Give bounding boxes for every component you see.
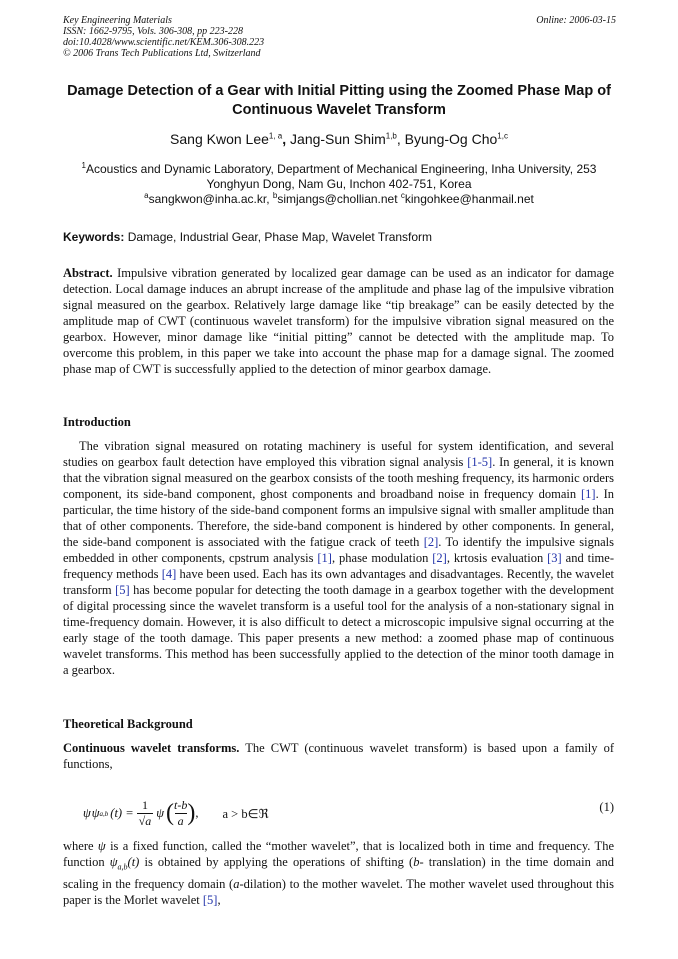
theory-paragraph bbox=[63, 740, 614, 772]
ref-link[interactable]: [4] bbox=[161, 567, 177, 581]
equation-1: ψ ψ a,b (t) = $\frac{1}{√a}$ ψ ( $\frac{t-b}{a}$ ) , a > b∈ℜ (1) bbox=[83, 798, 614, 828]
eq-psi-symbol: ψ bbox=[83, 806, 91, 820]
eq-numerator-1: 1 bbox=[141, 798, 148, 812]
eq-sqrt-a: a bbox=[145, 814, 152, 828]
eq-psi-symbol: ψ bbox=[156, 806, 164, 820]
ref-link[interactable]: [2] bbox=[423, 535, 439, 549]
eq-psi-symbol: ψ bbox=[91, 806, 100, 820]
intro-text-8: have been used. Each has its own advantages and disadvantages. Recently, the wavelet transform bbox=[63, 567, 615, 597]
author-2: Jang-Sun Shim bbox=[290, 131, 386, 147]
email-c-sup: c bbox=[400, 191, 405, 200]
theory-heading: Theoretical Background bbox=[63, 717, 193, 731]
theory-text: The CWT (continuous wavelet transform) is based upon a family of functions, bbox=[63, 741, 614, 771]
psi-symbol: ψ bbox=[97, 839, 106, 853]
post-equation-paragraph bbox=[63, 838, 614, 908]
ref-link[interactable]: [3] bbox=[547, 551, 562, 565]
var-b: b bbox=[413, 855, 420, 869]
email-a[interactable]: sangkwon@inha.ac.kr, bbox=[148, 192, 273, 206]
intro-text-4: . To identify the impulsive signals embedded in other components, cpstrum analysis bbox=[63, 535, 614, 565]
keywords-label: Keywords: bbox=[63, 230, 125, 244]
author-1-sup: 1, a bbox=[268, 131, 283, 141]
eq-subscript: a,b bbox=[99, 809, 109, 818]
ref-link[interactable]: [5] bbox=[202, 892, 218, 907]
intro-text-6: , krtosis evaluation bbox=[446, 551, 548, 565]
keywords-text: Damage, Industrial Gear, Phase Map, Wavelet Transform bbox=[124, 230, 433, 244]
eq-condition: a > b∈ℜ bbox=[222, 806, 269, 821]
ref-link[interactable]: [1-5] bbox=[467, 455, 493, 469]
keywords bbox=[63, 230, 432, 244]
after-text-1: where bbox=[63, 839, 98, 853]
author-2-sup: 1,b bbox=[385, 131, 397, 141]
psi-symbol: ψ bbox=[109, 855, 118, 869]
author-3: Byung-Og Cho bbox=[404, 131, 498, 147]
email-a-sup: a bbox=[144, 191, 149, 200]
ref-link[interactable]: [5] bbox=[115, 583, 130, 597]
ref-link[interactable]: [1] bbox=[317, 551, 332, 565]
affiliation-sup: 1 bbox=[81, 161, 86, 170]
abstract-text: Impulsive vibration generated by localized gear damage can be used as an indicator for damage detection. Local damage induces an abrupt increase of the amplitude and phase lag of the impulsive vibration signal measured on the gearbox. Relatively large damage like “tip breakage” can be easily detected by the amplitude map of CWT (continuous wavelet transform) for the impulsive vibration signal measured on the gearbox. However, minor damage like “initial pitting” cannot be detected with the amplitude map. To overcome this problem, in this paper we take into account the phase map for a damage signal. The zoomed phase map of CWT is successfully applied to the detection of minor gearbox damage. bbox=[63, 266, 614, 376]
intro-text-1: The vibration signal measured on rotating machinery is useful for system identification, and several studies on gearbox fault detection have employed this vibration signal analysis bbox=[63, 439, 614, 469]
eq-frac-num: t-b bbox=[174, 798, 188, 812]
author-3-sup: 1,c bbox=[497, 131, 508, 141]
issn: ISSN: 1662-9795, Vols. 306-308, pp 223-228 bbox=[63, 26, 243, 37]
psi-argument: (t) bbox=[127, 855, 140, 869]
intro-text-2: . In general, it is known that the vibration signal measured on the gearbox consists of the tooth meshing frequency, its harmonic orders component, its side-band component, ghost components and broadband noise in frequency domain bbox=[63, 455, 614, 501]
after-text-6: , bbox=[217, 892, 221, 907]
affiliation-line-2: Yonghyun Dong, Nam Gu, Inchon 402-751, Korea bbox=[206, 177, 472, 191]
emails bbox=[50, 191, 628, 206]
intro-text-5: , phase modulation bbox=[331, 551, 433, 565]
paper-title: Damage Detection of a Gear with Initial Pitting using the Zoomed Phase Map of Continuous Wavelet Transform bbox=[67, 83, 611, 118]
ref-link[interactable]: [1] bbox=[581, 487, 596, 501]
abstract bbox=[63, 265, 614, 377]
theory-subheading: Continuous wavelet transforms. bbox=[63, 741, 240, 755]
intro-text-7: and time-frequency methods bbox=[63, 551, 614, 581]
journal-name: Key Engineering Materials bbox=[63, 15, 172, 26]
doi: doi:10.4028/www.scientific.net/KEM.306-308.223 bbox=[63, 37, 265, 48]
abstract-label: Abstract. bbox=[63, 266, 113, 280]
journal-header bbox=[63, 15, 264, 59]
affiliation-line-1: Acoustics and Dynamic Laboratory, Department of Mechanical Engineering, Inha University, 253 bbox=[85, 162, 597, 176]
author-1: Sang Kwon Lee bbox=[170, 131, 269, 147]
after-text-5: -dilation) to the mother wavelet. The mother wavelet used throughout this paper is the Morlet wavelet bbox=[63, 876, 614, 907]
email-b-sup: b bbox=[272, 191, 278, 200]
copyright: © 2006 Trans Tech Publications Ltd, Switzerland bbox=[63, 48, 261, 59]
email-b[interactable]: simjangs@chollian.net bbox=[277, 192, 401, 206]
intro-paragraph bbox=[63, 438, 614, 678]
after-text-2: is a fixed function, called the “mother wavelet”, that is localized both in time and frequency. The function bbox=[63, 839, 614, 869]
intro-text-3: . In particular, the time history of the side-band component forms an impulsive signal with smaller amplitude than that of other components. Therefore, the side-band component is hindered by other components. In general, the side-band component is associated with the fatigue crack of teeth bbox=[63, 487, 614, 549]
psi-subscript: a,b bbox=[117, 862, 128, 872]
eq-lhs: (t) = bbox=[110, 806, 134, 820]
var-a: a bbox=[233, 876, 240, 891]
equation-number: (1) bbox=[599, 800, 614, 814]
after-text-3: is obtained by applying the operations of shifting ( bbox=[139, 855, 414, 869]
intro-heading: Introduction bbox=[63, 415, 131, 429]
intro-text-9: has become popular for detecting the tooth damage in a gearbox together with the development of digital processing since the wavelet transform is a useful tool for the analysis of a non-stationary signal in time-frequency domain. However, it is also difficult to detect a microscopic impulsive signal occurring at the early stage of the tooth damage. This paper presents a new method: a zoomed phase map of continuous wavelet transforms. This method has been successfully applied to the detection of the minor tooth damage in a gearbox. bbox=[63, 583, 614, 677]
author-list: Sang Kwon Lee$^{1, a}$, Jang-Sun Shim$^{1,b}$, Byung-Og Cho$^{1,c}$ bbox=[170, 131, 508, 147]
after-text-4: - translation) in the time domain and scaling in the frequency domain ( bbox=[63, 855, 615, 891]
affiliation bbox=[60, 158, 618, 192]
email-c[interactable]: kingohkee@hanmail.net bbox=[404, 192, 534, 206]
online-date: Online: 2006-03-15 bbox=[536, 15, 616, 26]
eq-frac-den: a bbox=[175, 813, 187, 829]
ref-link[interactable]: [2] bbox=[432, 551, 447, 565]
